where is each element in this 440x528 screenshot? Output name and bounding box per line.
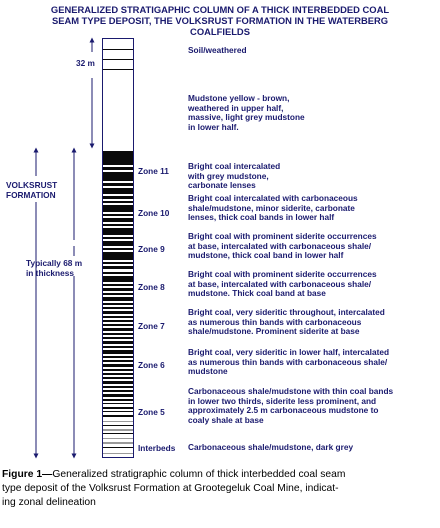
title-line-2: SEAM TYPE DEPOSIT, THE VOLKSRUST FORMATION IN THE WATERBERG: [51, 15, 389, 26]
caption-line-1: Generalized stratigraphic column of thick interbedded coal seam: [52, 469, 346, 480]
description-line: Bright coal with prominent siderite occurrences: [188, 269, 377, 279]
figure-caption: [2, 468, 438, 510]
description-line: lenses, thick coal bands in lower half: [188, 212, 335, 223]
unit-description: [188, 94, 305, 132]
description-line: carbonate lenses: [188, 180, 256, 191]
description-line: weathered in upper half,: [188, 102, 284, 113]
formation-label-line2: FORMATION: [6, 190, 56, 200]
caption-line-2: type deposit of the Volksrust Formation at Grootegeluk Coal Mine, indicat-: [2, 483, 339, 494]
title-line-1: GENERALIZED STRATIGAPHIC COLUMN OF A THICK INTERBEDDED COAL: [50, 4, 390, 15]
description-line: with grey mudstone,: [188, 170, 269, 181]
description-line: Carbonaceous shale/mudstone, dark grey: [188, 442, 354, 452]
unit-description: [188, 194, 358, 223]
description-line: at base, intercalated with carbonaceous shale/: [188, 240, 372, 251]
zone-label: Zone 8: [138, 282, 165, 292]
description-line: Bright coal intercalated: [188, 161, 281, 171]
unit-description: [188, 162, 280, 191]
description-line: Soil/weathered: [188, 45, 247, 55]
unit-description: [188, 348, 389, 377]
zone-label: Zone 7: [138, 321, 165, 331]
description-line: as numerous thin bands with carbonaceous: [188, 316, 362, 327]
description-line: mudstone: [188, 366, 228, 377]
unit-description: [188, 232, 377, 261]
zone-label: Zone 11: [138, 166, 169, 176]
description-line: massive, light grey mudstone: [188, 112, 305, 123]
description-line: approximately 2.5 m carbonaceous mudstone to: [188, 405, 379, 416]
unit-description: [188, 443, 353, 453]
description-line: shale/mudstone, minor siderite, carbonate: [188, 202, 355, 213]
description-line: shale/mudstone. Prominent siderite at base: [188, 326, 360, 337]
zone-label: Zone 5: [138, 407, 165, 417]
description-line: Bright coal intercalated with carbonaceous: [188, 193, 358, 203]
unit-description: [188, 270, 377, 299]
description-line: Bright coal with prominent siderite occurrences: [188, 231, 377, 241]
description-line: mudstone. Thick coal band at base: [188, 288, 326, 299]
description-line: in lower two thirds, siderite less prominent, and: [188, 395, 377, 406]
zone-label: Zone 9: [138, 244, 165, 254]
description-line: Bright coal, very sideritic throughout, intercalated: [188, 307, 385, 317]
unit-description: [188, 387, 393, 425]
description-line: in lower half.: [188, 121, 239, 132]
description-line: mudstone, thick coal band in lower half: [188, 250, 344, 261]
typical-thickness-line1: Typically 68 m: [26, 258, 83, 268]
description-line: coaly shale at base: [188, 414, 264, 425]
description-line: Carbonaceous shale/mudstone with thin coal bands: [188, 386, 394, 396]
zone-label: Zone 6: [138, 360, 165, 370]
description-line: as numerous thin bands with carbonaceous shale/: [188, 356, 388, 367]
zone-label: Zone 10: [138, 208, 170, 218]
description-line: Mudstone yellow - brown,: [188, 93, 290, 103]
description-line: Bright coal, very sideritic in lower half, intercalated: [188, 347, 390, 357]
unit-description: [188, 46, 247, 56]
zone-label: Interbeds: [138, 443, 176, 453]
caption-lead: Figure 1—: [2, 469, 53, 480]
formation-label-line1: VOLKSRUST: [6, 180, 58, 190]
top-thickness-label: 32 m: [76, 58, 95, 68]
description-line: at base, intercalated with carbonaceous shale/: [188, 278, 372, 289]
unit-description: [188, 308, 385, 337]
typical-thickness-line2: in thickness: [26, 268, 74, 278]
title-line-3: COALFIELDS: [190, 26, 250, 37]
caption-line-3: ing zonal delineation: [2, 497, 96, 508]
